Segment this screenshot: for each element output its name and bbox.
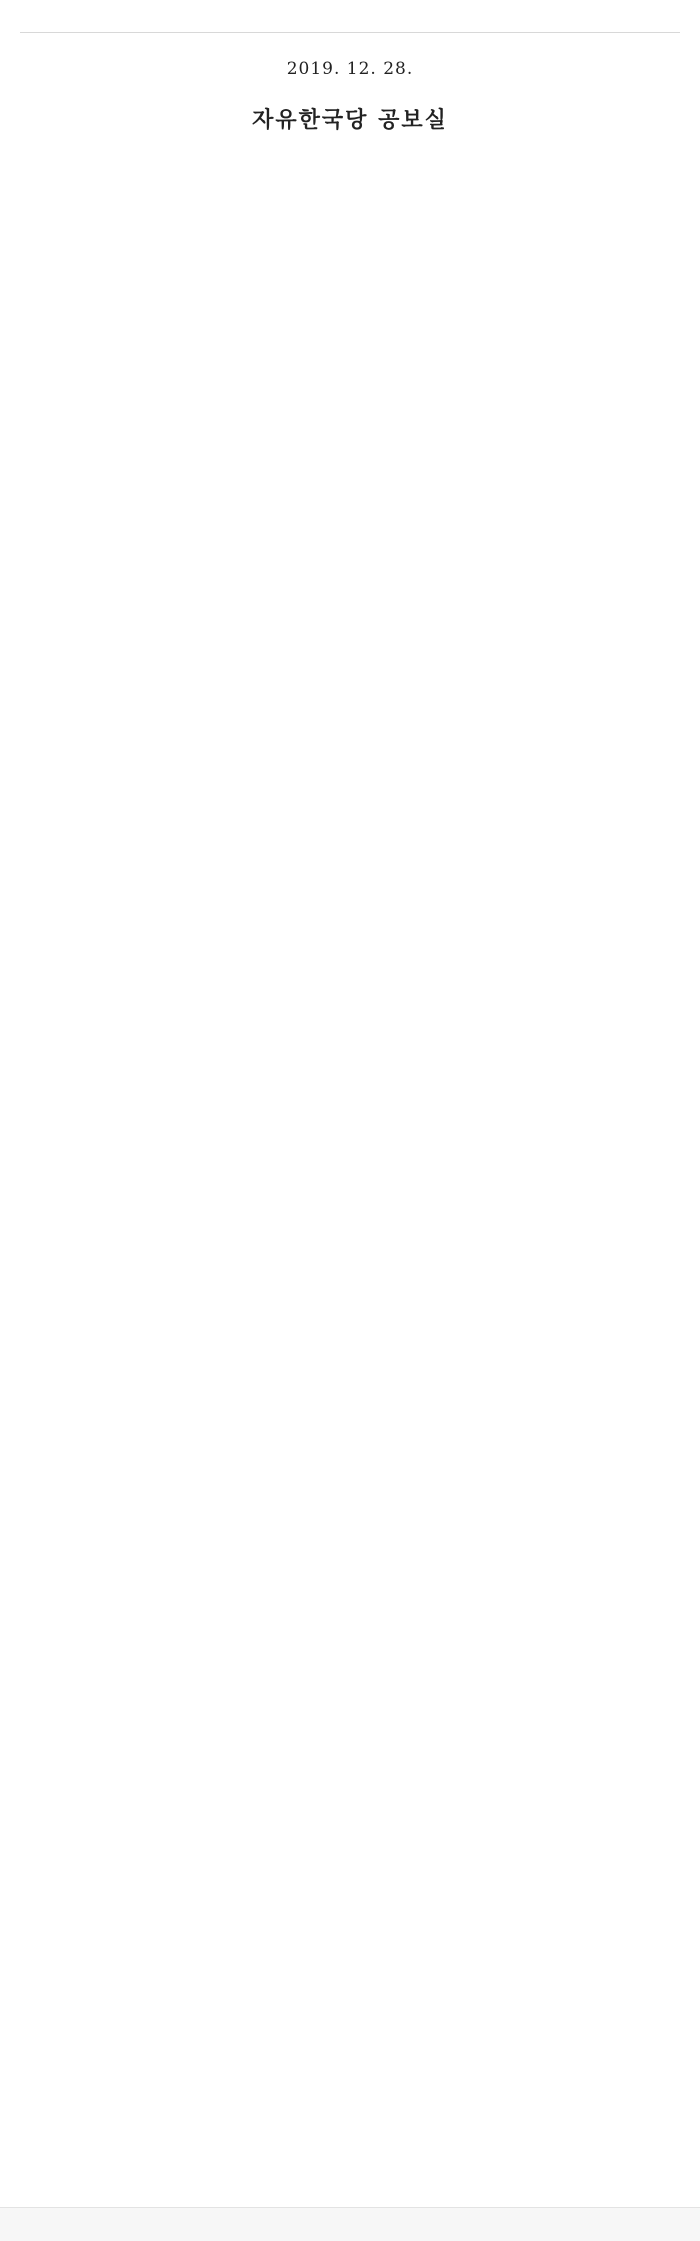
divider	[20, 32, 680, 33]
release-date: 2019. 12. 28.	[286, 59, 414, 79]
issuing-organization: 자유한국당 공보실	[252, 107, 448, 133]
keywords-bar	[0, 2207, 700, 2241]
